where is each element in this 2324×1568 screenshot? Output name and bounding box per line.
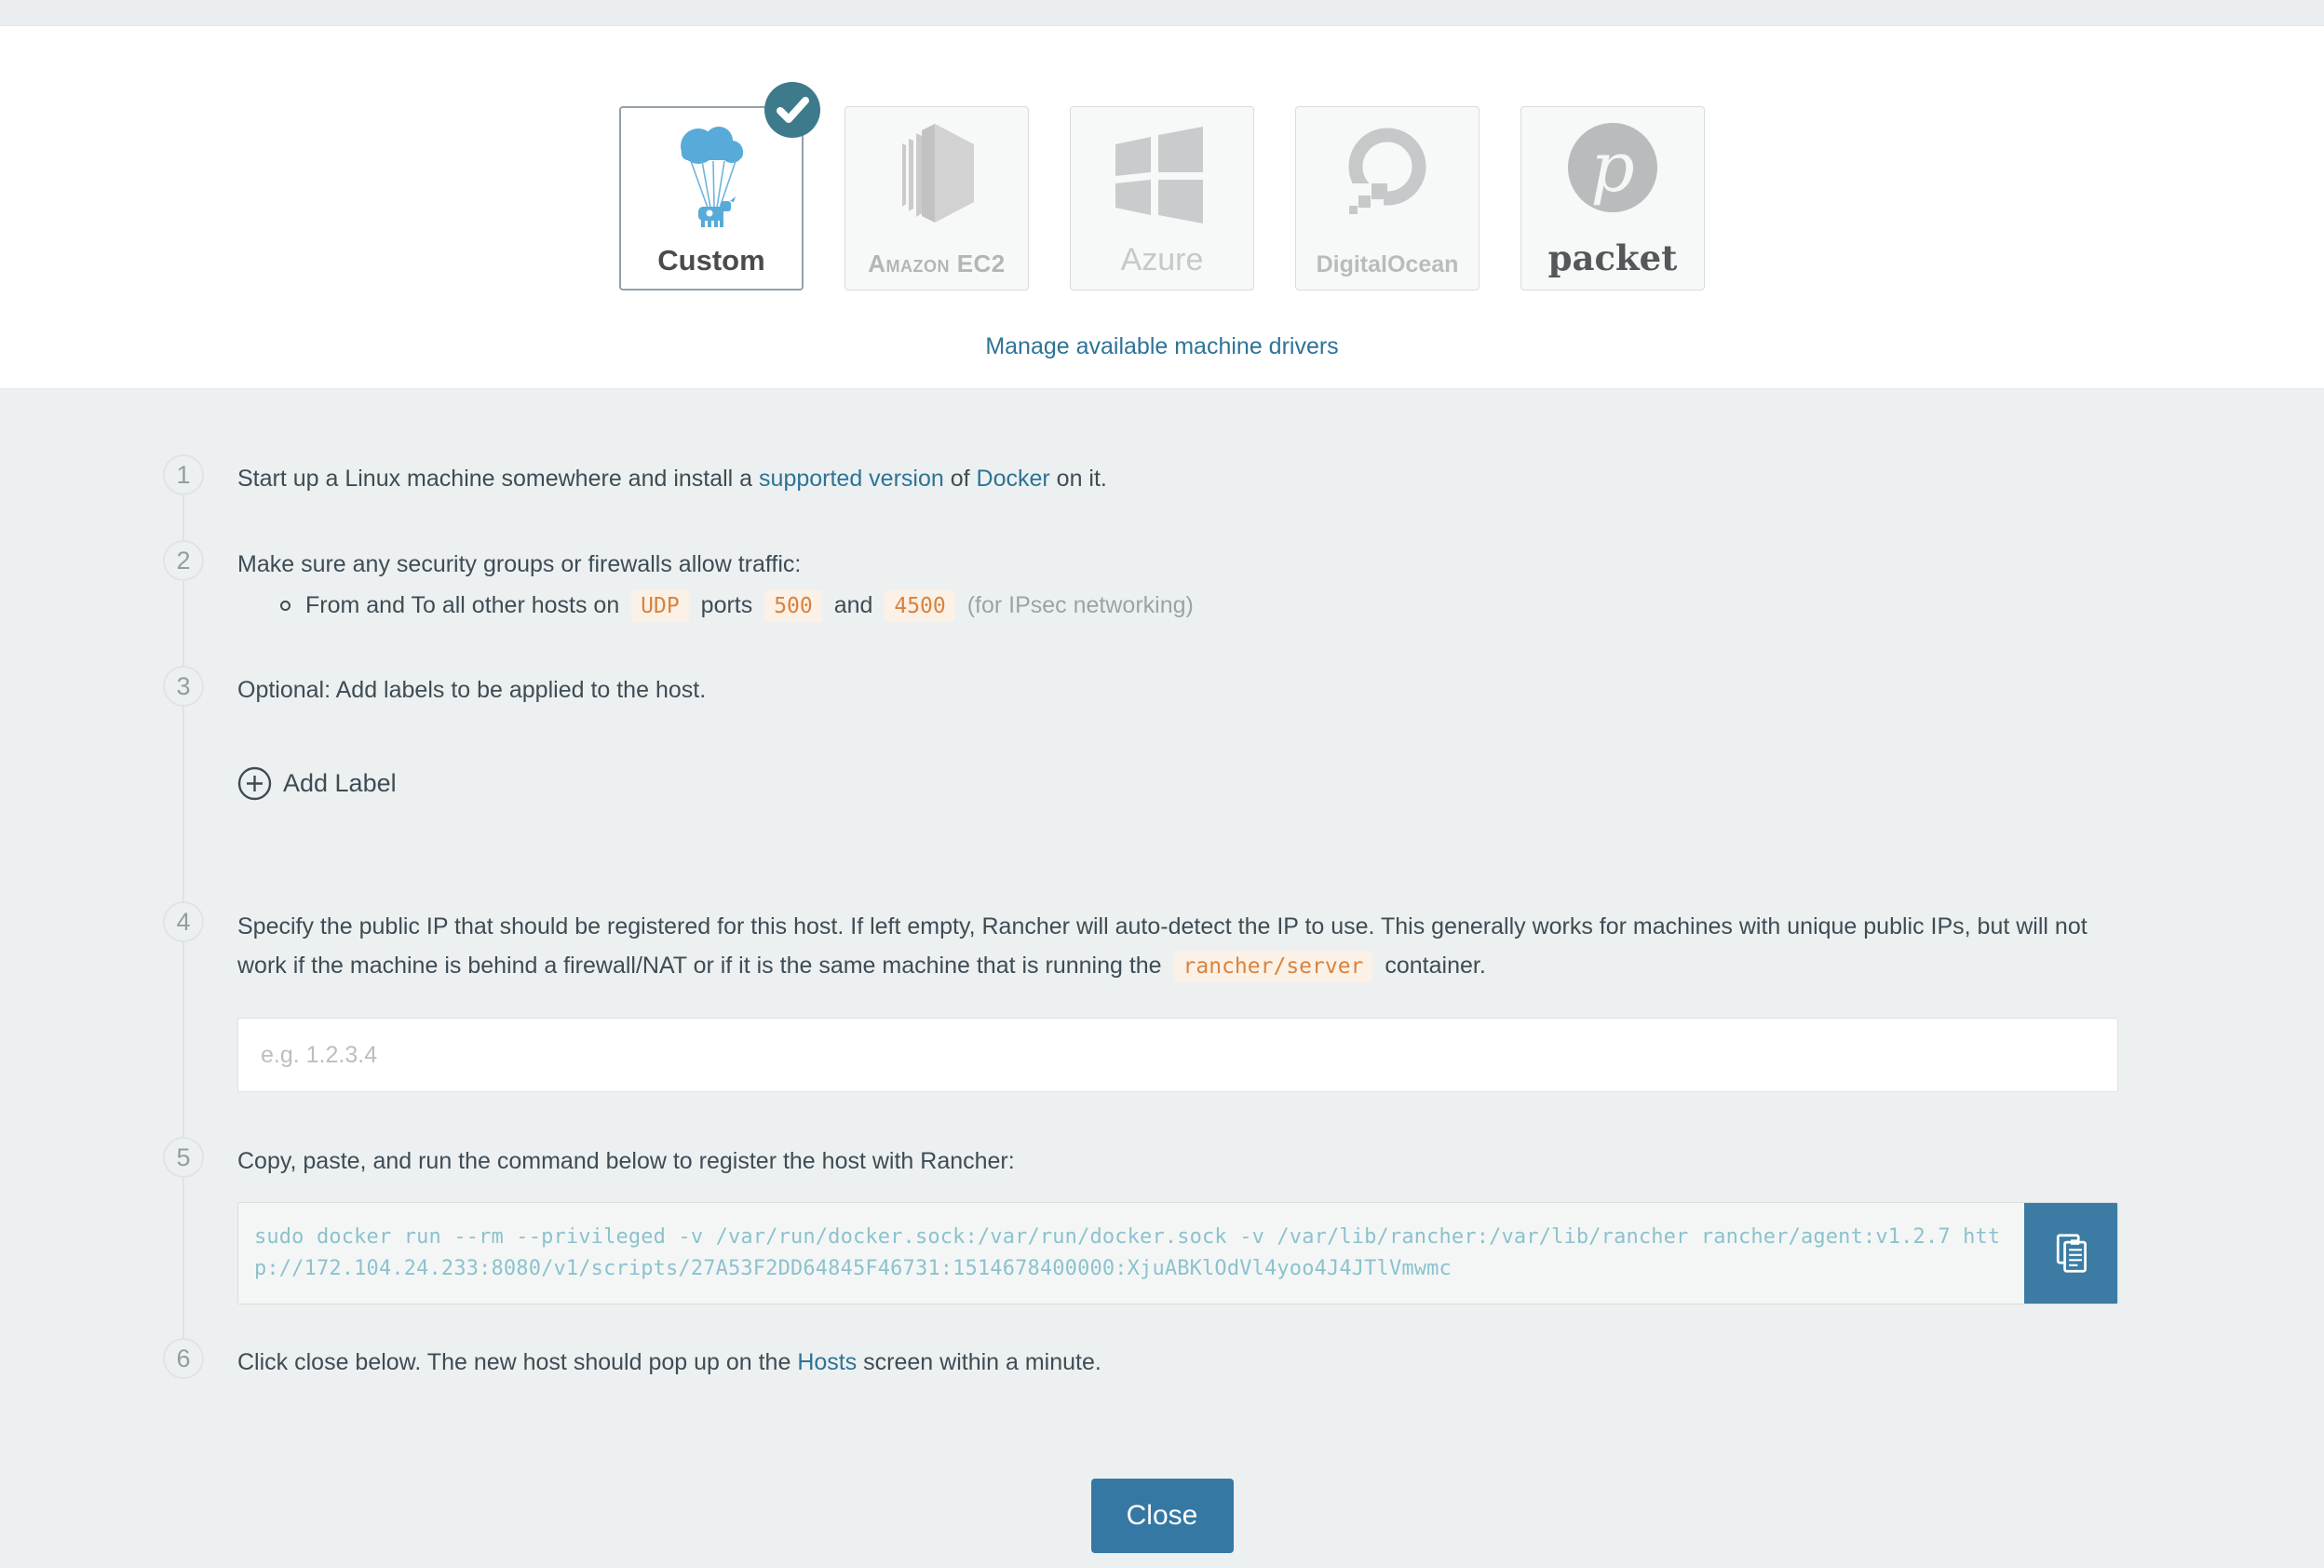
- azure-icon: [1106, 116, 1218, 242]
- udp-code-chip: UDP: [631, 590, 689, 622]
- step-5-title: Copy, paste, and run the command below to register the host with Rancher:: [237, 1148, 1015, 1174]
- port-500-code-chip: 500: [764, 590, 822, 622]
- add-label-text: Add Label: [283, 769, 397, 797]
- step-number: 5: [163, 1137, 204, 1178]
- driver-label: packet: [1547, 237, 1678, 278]
- driver-label: Azure: [1120, 242, 1204, 277]
- public-ip-input[interactable]: [237, 1018, 2118, 1092]
- supported-version-link[interactable]: supported version: [759, 466, 944, 492]
- driver-tile-amazon-ec2[interactable]: [844, 106, 1029, 291]
- clipboard-icon: [2050, 1231, 2091, 1276]
- step-6-text: Click close below. The new host should pop up on the: [237, 1349, 798, 1375]
- copy-command-button[interactable]: [2024, 1203, 2117, 1304]
- step-2-title: Make sure any security groups or firewalls allow traffic:: [237, 551, 802, 577]
- step-number: 4: [163, 901, 204, 942]
- step-2-bullet: [280, 587, 1194, 625]
- hosts-link[interactable]: Hosts: [797, 1349, 858, 1375]
- driver-tile-digitalocean[interactable]: [1295, 106, 1480, 291]
- step-number: 3: [163, 666, 204, 707]
- step-4: [163, 901, 2118, 1092]
- register-command-text: sudo docker run --rm --privileged -v /var/run/docker.sock:/var/run/docker.sock -v /var/lib/rancher:/var/lib/rancher rancher/agent:v1.2.7 http://172.104.24.233:8080/v1/scripts/27A53F2DD64845F46731:1514678400000:XjuABKlOdVl4yoo4J4JTlVmwmc: [238, 1203, 2024, 1304]
- packet-icon: [1557, 116, 1669, 233]
- driver-tile-packet[interactable]: [1520, 106, 1705, 291]
- docker-link[interactable]: Docker: [976, 466, 1050, 492]
- step-3-title: Optional: Add labels to be applied to the host.: [237, 677, 707, 703]
- manage-machine-drivers-link[interactable]: Manage available machine drivers: [985, 333, 1339, 359]
- step-4-paragraph: Specify the public IP that should be registered for this host. If left empty, Rancher will auto-detect the IP to use. This generally works for machines with unique public IPs, but will not work if the machine is behind a firewall/NAT or if it is the same machine that is running the rancher/server container.: [237, 907, 2114, 986]
- port-4500-code-chip: 4500: [885, 590, 954, 622]
- driver-label: Custom: [657, 244, 765, 277]
- step-number: 6: [163, 1338, 204, 1379]
- custom-cloud-cow-icon: [655, 117, 767, 243]
- svg-text:p: p: [1590, 128, 1635, 208]
- register-command-box: [237, 1202, 2118, 1304]
- rancher-server-code-chip: rancher/server: [1174, 951, 1373, 982]
- instructions-section: [0, 389, 2324, 1558]
- step-6: [163, 1338, 2118, 1381]
- step-number: 1: [163, 454, 204, 495]
- step-1-text: on it.: [1049, 466, 1107, 492]
- driver-label: Amazon EC2: [868, 250, 1006, 277]
- add-label-button[interactable]: [237, 766, 397, 801]
- check-icon: [765, 83, 819, 137]
- driver-tile-azure[interactable]: [1070, 106, 1254, 291]
- selected-check-badge: [764, 82, 820, 138]
- footer-actions: [0, 1479, 2324, 1553]
- bullet-text: From and To all other hosts on UDP ports 500 and 4500 (for IPsec networking): [305, 587, 1194, 625]
- step-1-text: Start up a Linux machine somewhere and install a: [237, 466, 760, 492]
- close-button[interactable]: Close: [1091, 1479, 1234, 1553]
- bullet-icon: [280, 601, 290, 611]
- ipsec-note: (for IPsec networking): [960, 592, 1194, 618]
- step-6-text: screen within a minute.: [857, 1349, 1101, 1375]
- driver-picker-section: [0, 26, 2324, 389]
- step-5: [163, 1137, 2118, 1304]
- step-2: [163, 540, 2118, 625]
- step-1-text: of: [943, 466, 977, 492]
- top-strip: [0, 0, 2324, 26]
- step-1: [163, 454, 2118, 497]
- driver-tiles: [0, 106, 2324, 291]
- step-3: [163, 666, 2118, 812]
- digitalocean-icon: [1331, 116, 1443, 242]
- driver-tile-custom[interactable]: [619, 106, 804, 291]
- amazon-ec2-icon: [881, 116, 993, 242]
- plus-circle-icon: [237, 766, 272, 801]
- driver-label: DigitalOcean: [1316, 251, 1459, 277]
- steps-list: [0, 454, 2324, 1381]
- step-number: 2: [163, 540, 204, 581]
